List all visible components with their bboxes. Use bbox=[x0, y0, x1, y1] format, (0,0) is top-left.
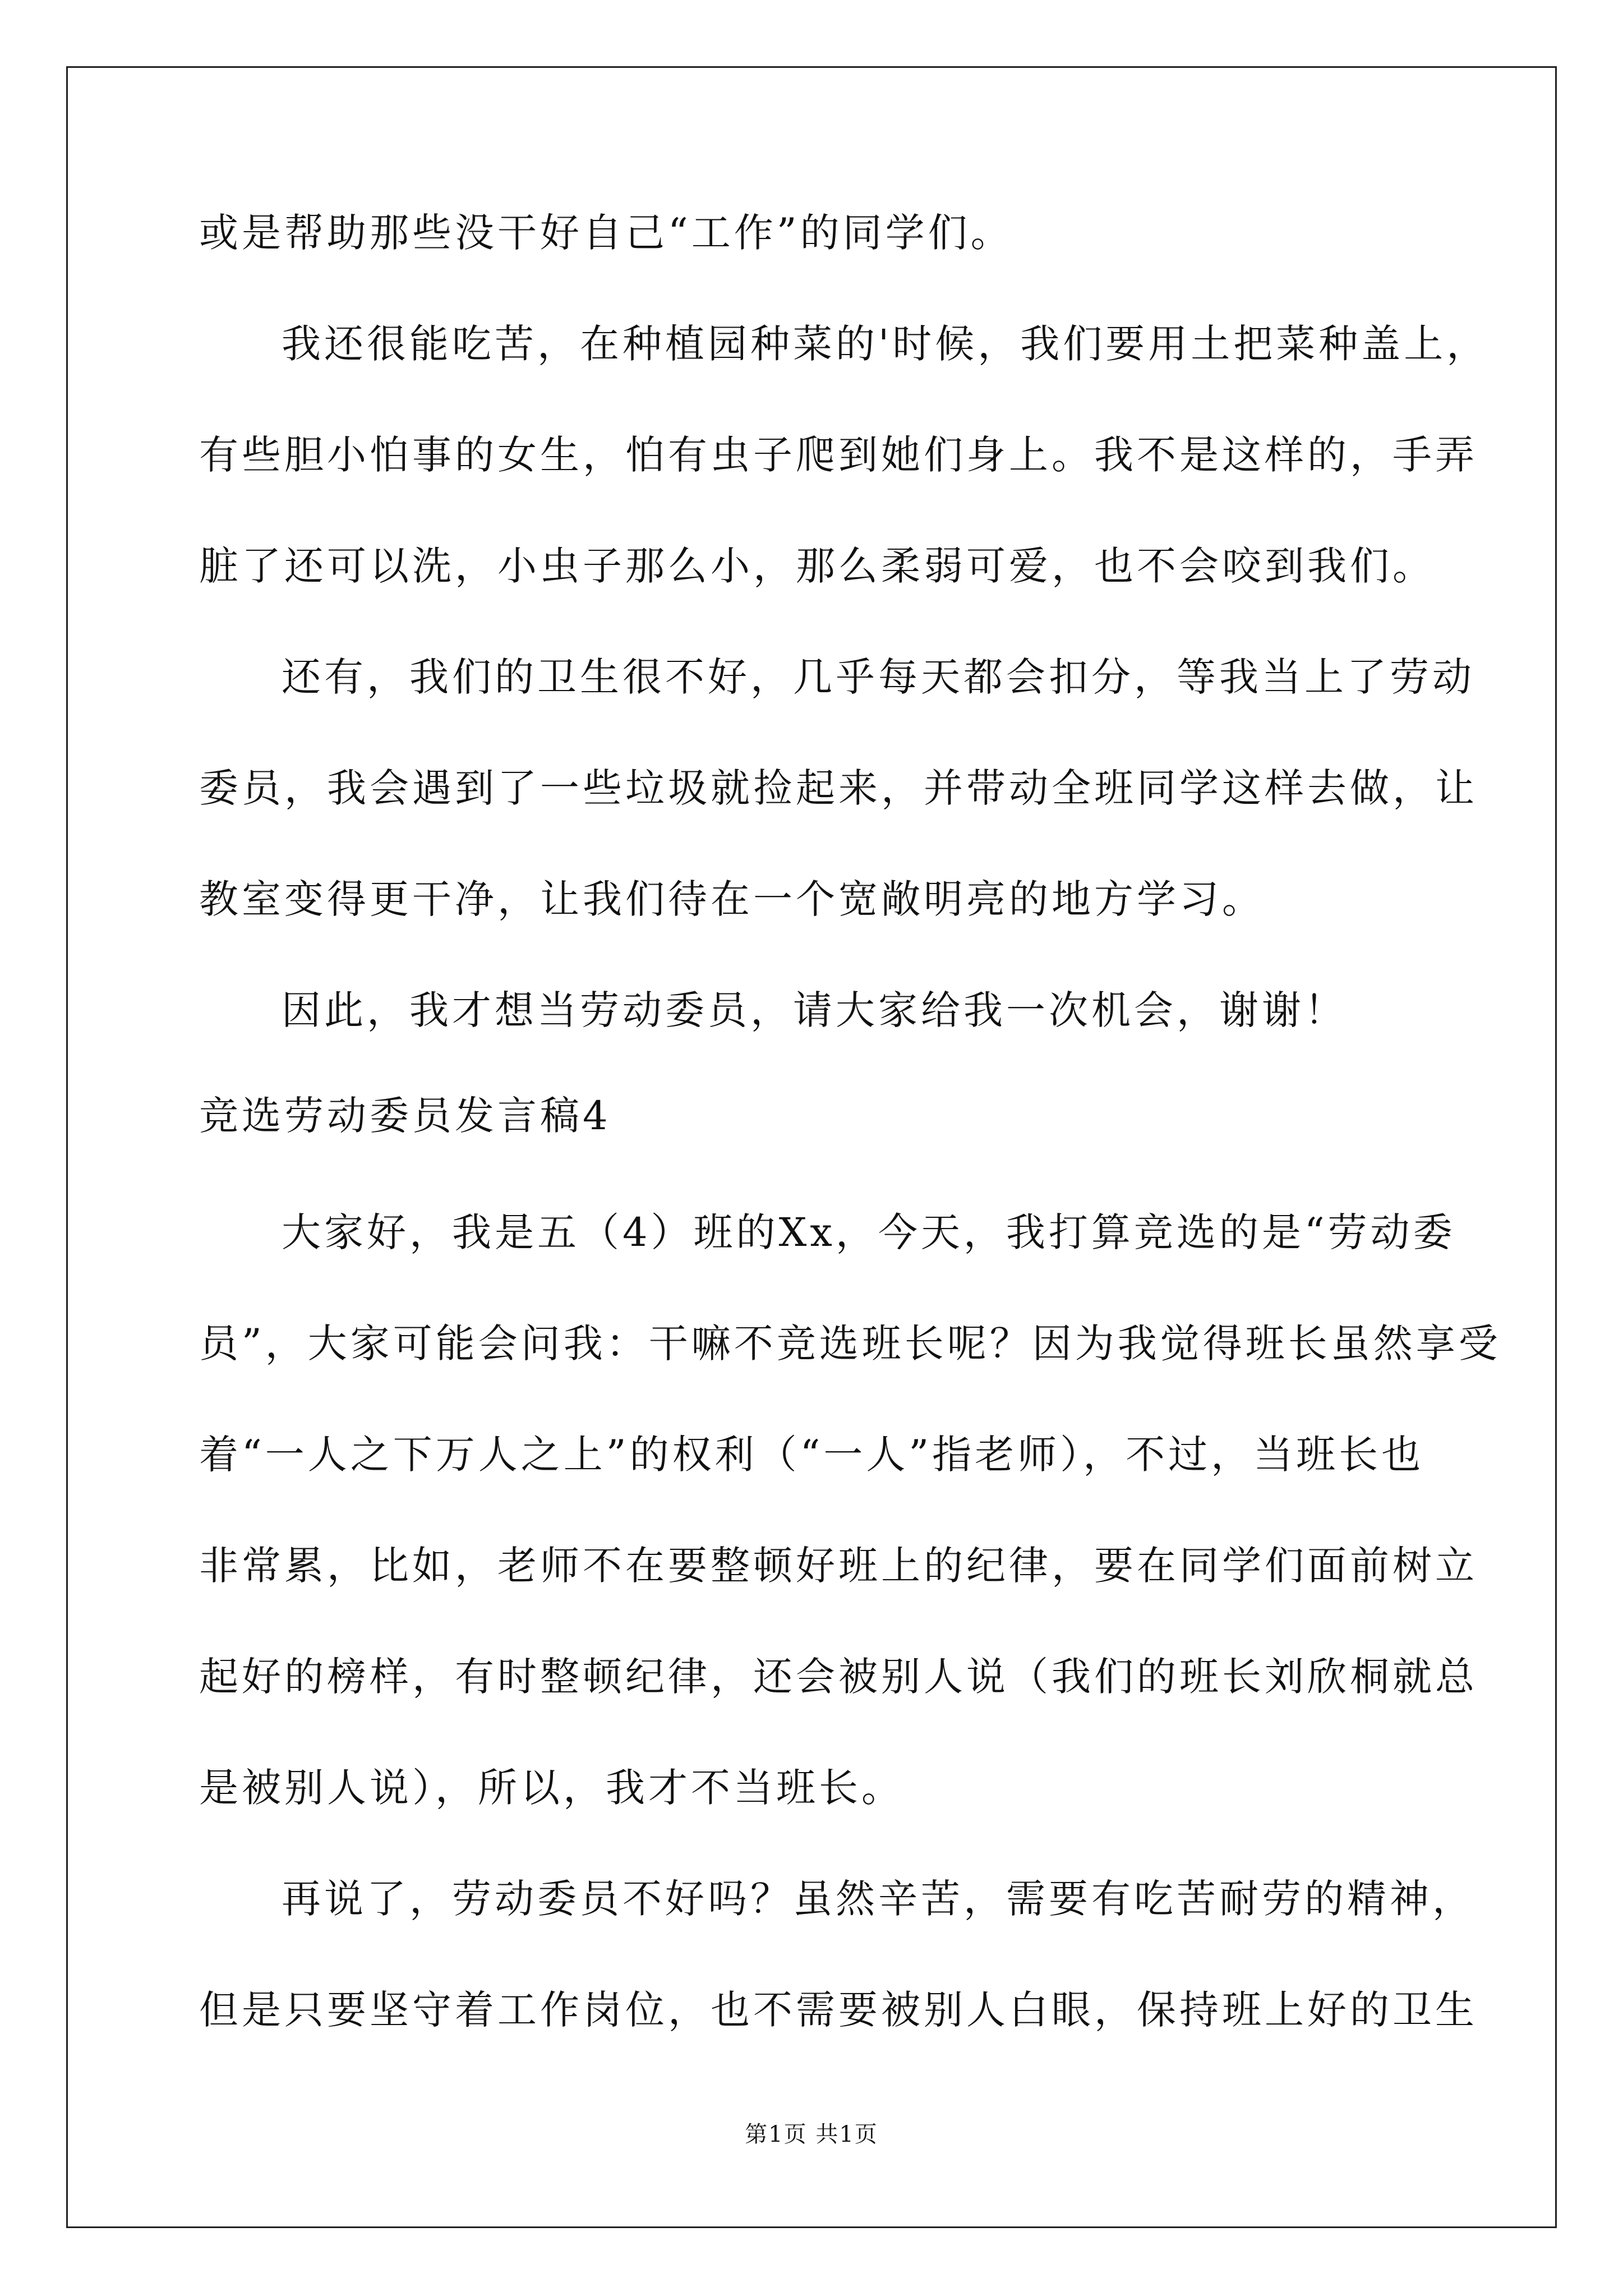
text-line: 大家好，我是五（4）班的Xx，今天，我打算竞选的是“劳动委 bbox=[282, 1209, 1456, 1255]
text-line: 脏了还可以洗，小虫子那么小，那么柔弱可爱，也不会咬到我们。 bbox=[199, 543, 1435, 589]
text-line: 还有，我们的卫生很不好，几乎每天都会扣分，等我当上了劳动 bbox=[282, 654, 1475, 700]
section-heading: 竞选劳动委员发言稿4 bbox=[199, 1093, 611, 1139]
text-line: 员”，大家可能会问我：干嘛不竞选班长呢？因为我觉得班长虽然享受 bbox=[199, 1320, 1501, 1366]
page-footer: 第1页 共1页 bbox=[745, 2122, 878, 2147]
text-line: 因此，我才想当劳动委员，请大家给我一次机会，谢谢！ bbox=[282, 987, 1347, 1033]
text-line: 起好的榜样，有时整顿纪律，还会被别人说（我们的班长刘欣桐就总 bbox=[199, 1654, 1478, 1700]
text-line: 我还很能吃苦，在种植园种菜的'时候，我们要用土把菜种盖上， bbox=[282, 321, 1490, 367]
text-line: 但是只要坚守着工作岗位，也不需要被别人白眼，保持班上好的卫生 bbox=[199, 1987, 1478, 2033]
text-line: 再说了，劳动委员不好吗？虽然辛苦，需要有吃苦耐劳的精神， bbox=[282, 1876, 1475, 1922]
text-line: 有些胆小怕事的女生，怕有虫子爬到她们身上。我不是这样的，手弄 bbox=[199, 432, 1478, 478]
text-line: 委员，我会遇到了一些垃圾就捡起来，并带动全班同学这样去做，让 bbox=[199, 765, 1478, 811]
text-line: 非常累，比如，老师不在要整顿好班上的纪律，要在同学们面前树立 bbox=[199, 1543, 1478, 1589]
text-line: 是被别人说），所以，我才不当班长。 bbox=[199, 1765, 904, 1811]
text-line: 或是帮助那些没干好自己“工作”的同学们。 bbox=[199, 210, 1013, 256]
text-line: 教室变得更干净，让我们待在一个宽敞明亮的地方学习。 bbox=[199, 876, 1265, 922]
text-line: 着“一人之下万人之上”的权利（“一人”指老师），不过，当班长也 bbox=[199, 1432, 1424, 1478]
